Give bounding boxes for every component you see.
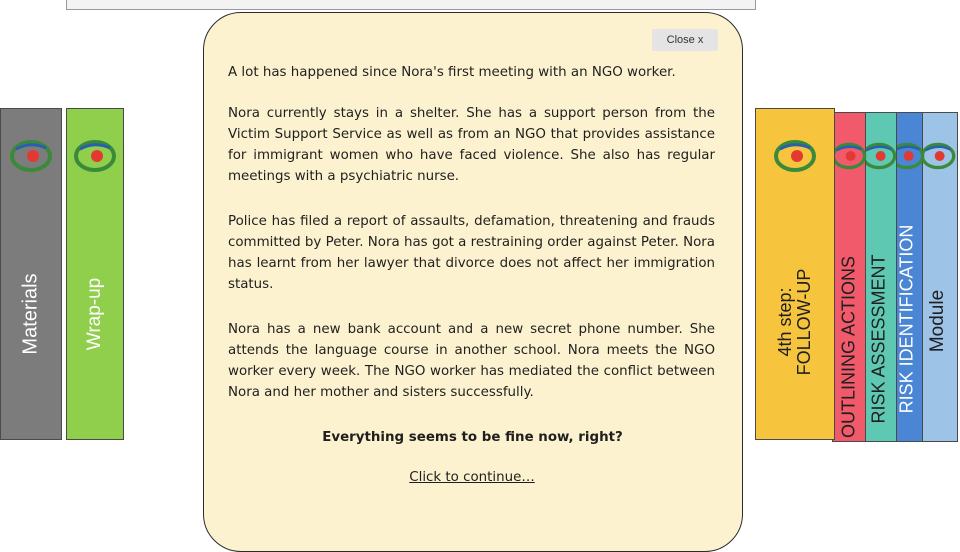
continue-link[interactable]: Click to continue… — [409, 470, 535, 485]
tab-materials[interactable] — [0, 108, 62, 440]
tab-follow-up-label — [776, 269, 814, 376]
tab-materials-label: Materials — [19, 273, 42, 355]
tab-wrap-up-label: Wrap-up — [84, 277, 106, 351]
paragraph-police: Police has filed a report of assaults, defamation, threatening and frauds committed by Peter. Nora has got a restraining order against Peter. Nora has learnt from her lawyer that divorce does not affect her immigration status. — [228, 214, 715, 292]
tab-risk-assessment-label: RISK ASSESSMENT — [868, 254, 889, 424]
intro-text: A lot has happened since Nora's first meeting with an NGO worker. — [228, 65, 676, 80]
tab-risk-identification-label: RISK IDENTIFICATION — [896, 224, 917, 414]
logo-icon — [830, 141, 868, 171]
tab-outlining-actions[interactable] — [832, 112, 866, 442]
paragraph-new-life: Nora has a new bank account and a new secret phone number. She attends the language course in another school. Nora meets the NGO worker every week. The NGO worker has mediated the conflict between Nora and her mother and sisters successfully. — [228, 322, 715, 400]
question-text: Everything seems to be fine now, right? — [322, 430, 623, 445]
paragraph-shelter: Nora currently stays in a shelter. She has a support person from the Victim Support Service as well as from an NGO that provides assistance for immigrant women who have faced violence. She also has regular meetings with a psychiatric nurse. — [228, 106, 715, 184]
logo-icon — [72, 139, 118, 173]
tab-follow-up-step: 4th step: — [775, 287, 796, 357]
logo-icon — [8, 139, 54, 173]
top-frame — [66, 0, 756, 10]
tab-wrap-up[interactable] — [66, 108, 124, 440]
close-button[interactable]: Close x — [652, 29, 718, 51]
logo-icon — [772, 139, 818, 173]
tab-outlining-actions-label: OUTLINING ACTIONS — [838, 255, 859, 439]
tab-follow-up-title: FOLLOW-UP — [794, 268, 814, 376]
tab-module-label: Module — [927, 289, 949, 353]
tab-follow-up[interactable] — [755, 108, 835, 440]
